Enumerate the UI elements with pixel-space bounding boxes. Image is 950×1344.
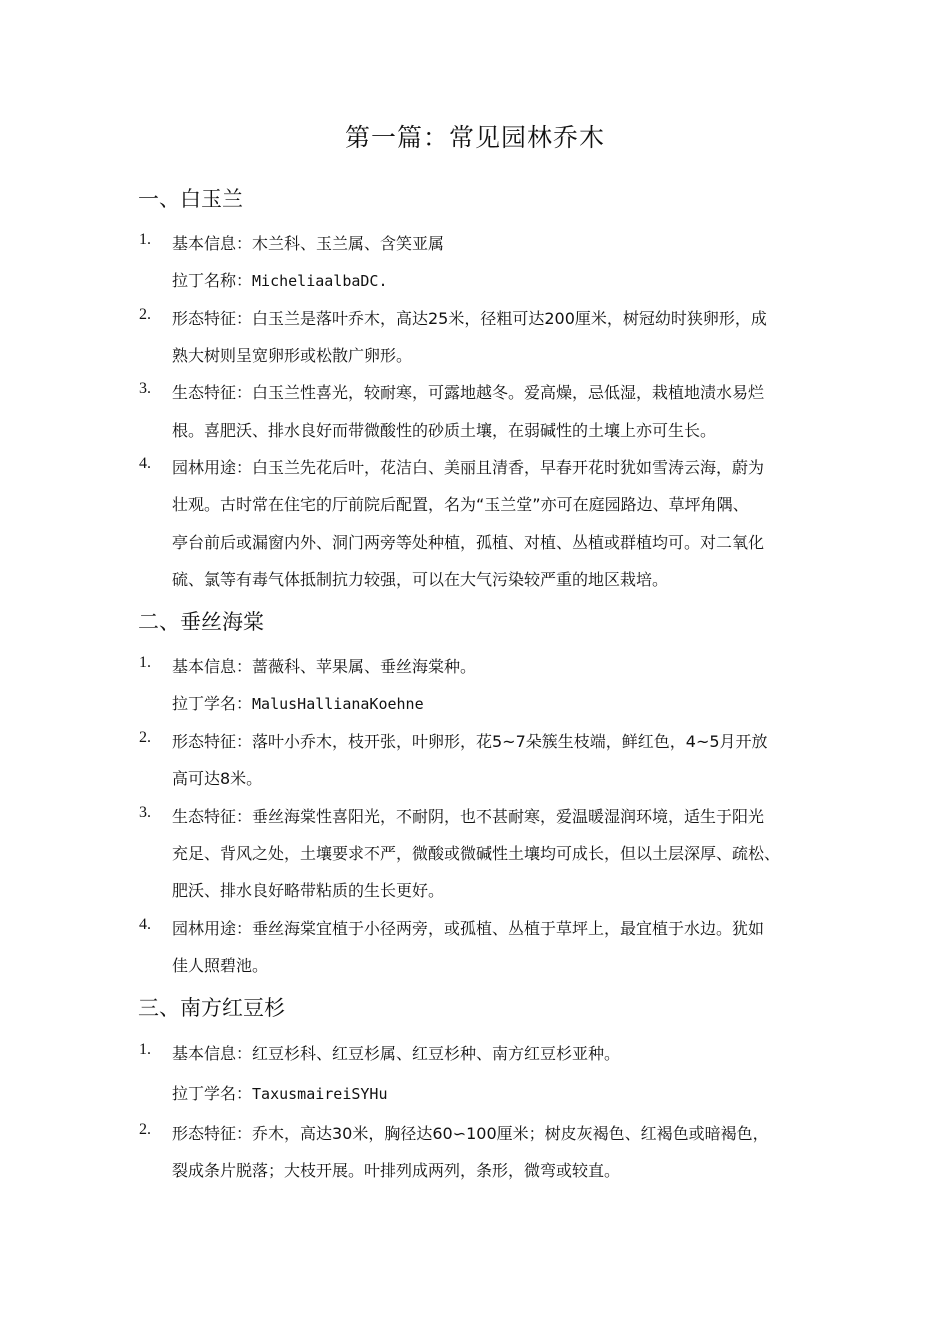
item-line: 裂成条片脱落；大枝开展。叶排列成两列，条形，微弯或较直。 — [172, 1161, 621, 1180]
item-line: 佳人照碧池。 — [172, 956, 269, 975]
item-number: 3. — [139, 380, 151, 397]
item-number: 2. — [139, 306, 151, 323]
section-heading: 三、南方红豆杉 — [138, 996, 285, 1020]
item-line: 生态特征：白玉兰性喜光，较耐寒，可露地越冬。爱高燥，忌低湿，栽植地渍水易烂 — [172, 383, 765, 402]
item-number: 1. — [139, 1041, 151, 1058]
item-line: 形态特征：落叶小乔木，枝开张，叶卵形，花5~7朵簇生枝端，鲜红色，4~5月开放 — [172, 732, 768, 751]
latin-value: TaxusmaireiSYHu — [252, 1085, 388, 1103]
item-line: 壮观。古时常在住宅的厅前院后配置，名为“玉兰堂”亦可在庭园路边、草坪角隅、 — [172, 495, 749, 514]
item-number: 4. — [139, 455, 151, 472]
item-line: 基本信息：木兰科、玉兰属、含笑亚属 — [172, 234, 445, 253]
latin-value: MalusHallianaKoehne — [252, 695, 424, 713]
latin-label: 拉丁学名： — [172, 694, 253, 713]
latin-label: 拉丁名称： — [172, 271, 253, 290]
latin-name — [172, 691, 424, 714]
item-line: 园林用途：白玉兰先花后叶，花洁白、美丽且清香，早春开花时犹如雪涛云海，蔚为 — [172, 458, 765, 477]
item-number: 2. — [139, 729, 151, 746]
item-line: 基本信息：蔷薇科、苹果属、垂丝海棠种。 — [172, 657, 477, 676]
latin-value: MicheliaalbaDC. — [252, 272, 388, 290]
item-line: 形态特征：乔木，高达30米，胸径达60∽100厘米；树皮灰褐色、红褐色或暗褐色， — [172, 1124, 769, 1143]
item-number: 2. — [139, 1121, 151, 1138]
item-line: 高可达8米。 — [172, 769, 263, 788]
item-line: 硫、氯等有毒气体抵制抗力较强，可以在大气污染较严重的地区栽培。 — [172, 570, 669, 589]
page-title: 第一篇：常见园林乔木 — [344, 123, 605, 152]
item-line: 生态特征：垂丝海棠性喜阳光，不耐阴，也不甚耐寒，爱温暖湿润环境，适生于阳光 — [172, 807, 765, 826]
item-number: 3. — [139, 804, 151, 821]
latin-name — [172, 1081, 387, 1104]
item-line: 充足、背风之处，土壤要求不严，微酸或微碱性土壤均可成长，但以土层深厚、疏松、 — [172, 844, 781, 863]
item-line: 园林用途：垂丝海棠宜植于小径两旁，或孤植、丛植于草坪上，最宜植于水边。犹如 — [172, 919, 765, 938]
item-line: 熟大树则呈宽卵形或松散广卵形。 — [172, 346, 413, 365]
item-line: 根。喜肥沃、排水良好而带微酸性的砂质土壤，在弱碱性的土壤上亦可生长。 — [172, 421, 717, 440]
item-line: 形态特征：白玉兰是落叶乔木，高达25米，径粗可达200厘米，树冠幼时狭卵形，成 — [172, 309, 767, 328]
item-line: 亭台前后或漏窗内外、洞门两旁等处种植，孤植、对植、丛植或群植均可。对二氧化 — [172, 533, 765, 552]
section-heading: 二、垂丝海棠 — [138, 610, 264, 634]
item-line: 肥沃、排水良好略带粘质的生长更好。 — [172, 881, 445, 900]
section-heading: 一、白玉兰 — [138, 187, 243, 211]
latin-name — [172, 268, 387, 291]
item-number: 4. — [139, 916, 151, 933]
item-number: 1. — [139, 654, 151, 671]
latin-label: 拉丁学名： — [172, 1084, 253, 1103]
item-line: 基本信息：红豆杉科、红豆杉属、红豆杉种、南方红豆杉亚种。 — [172, 1044, 621, 1063]
item-number: 1. — [139, 231, 151, 248]
